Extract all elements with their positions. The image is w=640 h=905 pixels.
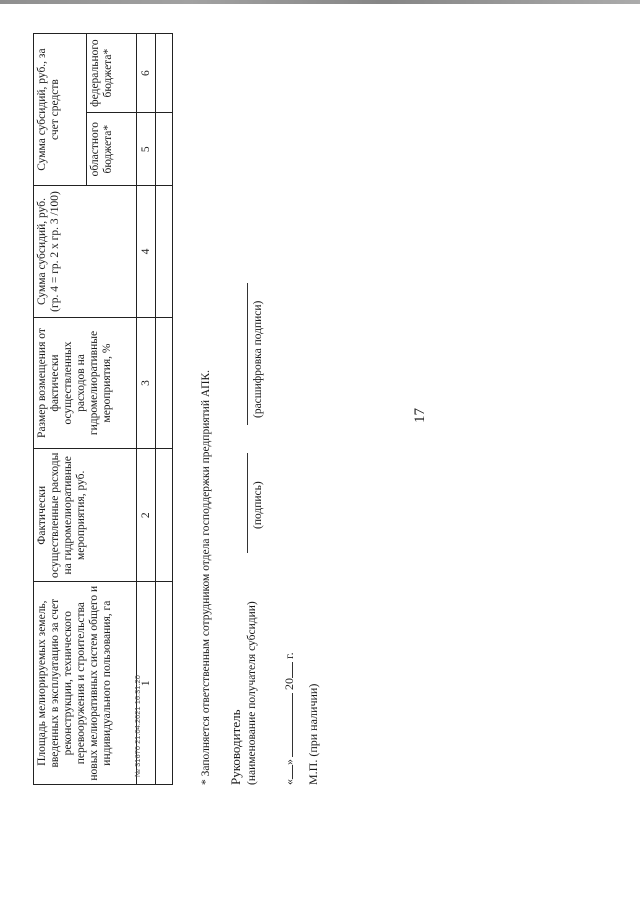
header-reimbursement: Размер возмещения от фактически осуществленных расходов на гидромелиоративные мероприятия, % (34, 317, 137, 448)
table-cell (156, 34, 173, 113)
registration-mark (133, 675, 142, 777)
day-blank (292, 765, 293, 779)
column-number: 1 (137, 582, 156, 785)
month-blank (292, 693, 293, 757)
column-number: 3 (137, 317, 156, 448)
subsidy-table (33, 33, 173, 785)
decoding-caption: (расшифровка подписи) (252, 300, 264, 418)
column-number: 6 (137, 34, 156, 113)
head-title: Руководитель (228, 709, 243, 785)
table-cell (156, 317, 173, 448)
registration-text: № 31670 21.04.2021 16:31:20 (133, 675, 142, 777)
date-line (282, 652, 297, 785)
recipient-caption: (наименование получателя субсидии) (246, 601, 258, 785)
signature-line (247, 453, 248, 553)
header-regional-budget: областного бюджета* (87, 113, 137, 186)
table-cell (156, 449, 173, 582)
year-suffix: г. (282, 652, 296, 659)
table-cell (156, 113, 173, 186)
year-prefix: 20 (282, 678, 296, 690)
decoding-line (247, 283, 248, 425)
date-close-quote: » (282, 759, 296, 765)
signature-caption: (подпись) (252, 481, 264, 529)
header-subsidy-sources: Сумма субсидий, руб., за счет средств (34, 34, 87, 186)
page-number: 17 (412, 408, 428, 423)
table-cell (156, 582, 173, 785)
header-federal-budget: федерального бюджета* (87, 34, 137, 113)
header-area: Площадь мелиорируемых земель, введенных в эксплуатацию за счет реконструкции, технического перевооружения и строительства новых мелиоративных систем общего и индивидуального пользования, га (34, 582, 137, 785)
header-subsidy-sum: Сумма субсидий, руб. (гр. 4 = гр. 2 х гр. 3 /100) (34, 186, 137, 318)
year-blank (292, 662, 293, 678)
column-number: 4 (137, 186, 156, 318)
table-cell (156, 186, 173, 318)
header-expenses: Фактически осуществленные расходы на гидромелиоративные мероприятия, руб. (34, 449, 137, 582)
footnote: * Заполняется ответственным сотрудником отдела господдержки предприятий АПК. (200, 369, 212, 785)
column-number: 5 (137, 113, 156, 186)
date-open-quote: « (282, 779, 296, 785)
column-number: 2 (137, 449, 156, 582)
stamp-note: М.П. (при наличии) (306, 683, 320, 785)
